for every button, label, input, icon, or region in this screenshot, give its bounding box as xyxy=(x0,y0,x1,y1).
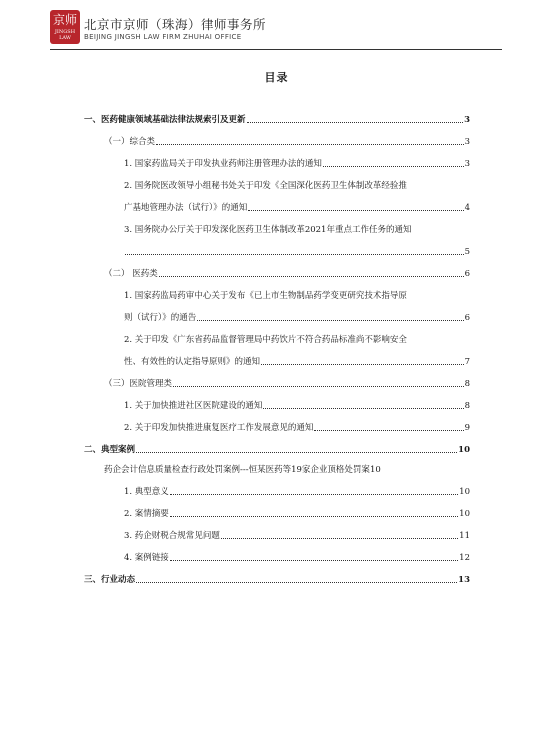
toc-entry-item[interactable] xyxy=(124,312,470,324)
toc-entry-item[interactable] xyxy=(124,508,470,520)
dot-leader xyxy=(221,538,458,539)
dot-leader xyxy=(173,386,464,387)
toc-entry-item[interactable] xyxy=(124,530,470,542)
dot-leader xyxy=(159,276,464,277)
toc-entry-page: 9 xyxy=(464,423,470,433)
toc-entry-page: 10 xyxy=(459,509,470,519)
toc-entry-page: 5 xyxy=(464,247,470,257)
toc-entry-page: 3 xyxy=(464,115,470,125)
toc-entry-label: 3. 药企财税合规常见问题 xyxy=(124,531,220,541)
toc-entry-subsection[interactable] xyxy=(104,136,470,148)
toc-entry-item[interactable] xyxy=(124,246,470,258)
toc-entry-label: 1. 典型意义 xyxy=(124,487,169,497)
dot-leader xyxy=(156,144,464,145)
dot-leader xyxy=(314,430,463,431)
toc-entry-item[interactable] xyxy=(124,400,470,412)
toc-entry-subsection[interactable] xyxy=(104,378,470,390)
toc-entry-subsection[interactable] xyxy=(104,268,470,280)
toc-entry-page: 12 xyxy=(459,553,470,563)
toc-entry-page: 10 xyxy=(369,465,381,475)
toc-entry-label: 2. 关于印发加快推进康复医疗工作发展意见的通知 xyxy=(124,423,314,433)
toc-entry-item[interactable] xyxy=(124,158,470,170)
dot-leader xyxy=(247,122,464,123)
toc-entry-page: 10 xyxy=(458,445,470,455)
firm-name-english: BEIJING JINGSH LAW FIRM ZHUHAI OFFICE xyxy=(84,33,242,41)
toc-title: 目录 xyxy=(264,71,289,84)
toc-entry-line1[interactable]: 1. 国家药监局药审中心关于发布《已上市生物制品药学变更研究技术指导原 xyxy=(124,291,407,301)
firm-logo xyxy=(50,10,80,44)
firm-name-chinese: 北京市京师（珠海）律师事务所 xyxy=(84,17,267,32)
toc-entry-line1[interactable]: 2. 国务院医改领导小组秘书处关于印发《全国深化医药卫生体制改革经验推 xyxy=(124,181,407,191)
dot-leader xyxy=(263,408,463,409)
logo-subtext: JINGSH LAW xyxy=(54,29,76,41)
dot-leader xyxy=(248,210,463,211)
toc-entry-section-2[interactable] xyxy=(84,444,470,456)
toc-entry-item[interactable] xyxy=(124,486,470,498)
toc-entry-page: 3 xyxy=(464,159,470,169)
toc-entry-label: 4. 案例链接 xyxy=(124,553,169,563)
dot-leader xyxy=(136,582,457,583)
toc-entry-line1[interactable]: 2. 关于印发《广东省药品监督管理局中药饮片不符合药品标准尚不影响安全 xyxy=(124,335,407,345)
toc-entry-label: 1. 国家药监局关于印发执业药师注册管理办法的通知 xyxy=(124,159,322,169)
toc-entry-label: 药企会计信息质量检查行政处罚案例---恒某医药等19家企业顶格处罚案 xyxy=(104,465,370,475)
dot-leader xyxy=(170,494,458,495)
toc-entry-section-3[interactable] xyxy=(84,574,470,586)
dot-leader xyxy=(170,560,458,561)
dot-leader xyxy=(136,452,457,453)
toc-entry-page: 3 xyxy=(464,137,470,147)
toc-entry-line1[interactable]: 3. 国务院办公厅关于印发深化医药卫生体制改革2021年重点工作任务的通知 xyxy=(124,225,412,235)
toc-entry-page: 4 xyxy=(464,203,470,213)
toc-entry-section-1[interactable] xyxy=(84,114,470,126)
dot-leader xyxy=(125,254,464,255)
toc-entry-item[interactable] xyxy=(124,202,470,214)
toc-entry-label: （三）医院管理类 xyxy=(104,379,173,389)
toc-entry-label: 1. 关于加快推进社区医院建设的通知 xyxy=(124,401,263,411)
toc-entry-page: 6 xyxy=(464,313,470,323)
toc-entry-item[interactable] xyxy=(124,552,470,564)
toc-entry-label: 三、行业动态 xyxy=(84,575,136,585)
dot-leader xyxy=(197,320,463,321)
dot-leader xyxy=(170,516,458,517)
toc-entry-label: 广基地管理办法（试行）》的通知 xyxy=(124,203,248,213)
dot-leader xyxy=(261,364,464,365)
toc-entry-label: 2. 案情摘要 xyxy=(124,509,169,519)
toc-entry-label: （二） 医药类 xyxy=(104,269,158,279)
toc-entry-page: 8 xyxy=(464,401,470,411)
toc-entry-page: 13 xyxy=(458,575,470,585)
toc-entry-case[interactable] xyxy=(104,464,470,476)
dot-leader xyxy=(323,166,464,167)
toc-entry-label: 性、有效性的认定指导原则》的通知 xyxy=(124,357,261,367)
toc-entry-page: 6 xyxy=(464,269,470,279)
toc-entry-label: （一）综合类 xyxy=(104,137,156,147)
toc-entry-label: 一、医药健康领域基础法律法规索引及更新 xyxy=(84,115,246,125)
letterhead xyxy=(50,10,500,50)
toc-entry-page: 10 xyxy=(459,487,470,497)
toc-entry-item[interactable] xyxy=(124,356,470,368)
toc-entry-item[interactable] xyxy=(124,422,470,434)
toc-entry-label: 二、典型案例 xyxy=(84,445,136,455)
toc-entry-page: 8 xyxy=(464,379,470,389)
toc-entry-label: 则（试行）》的通告 xyxy=(124,313,197,323)
header-divider xyxy=(50,49,502,50)
toc-entry-page: 7 xyxy=(464,357,470,367)
toc-entry-page: 11 xyxy=(459,531,470,541)
logo-text: 京师 xyxy=(52,13,77,27)
